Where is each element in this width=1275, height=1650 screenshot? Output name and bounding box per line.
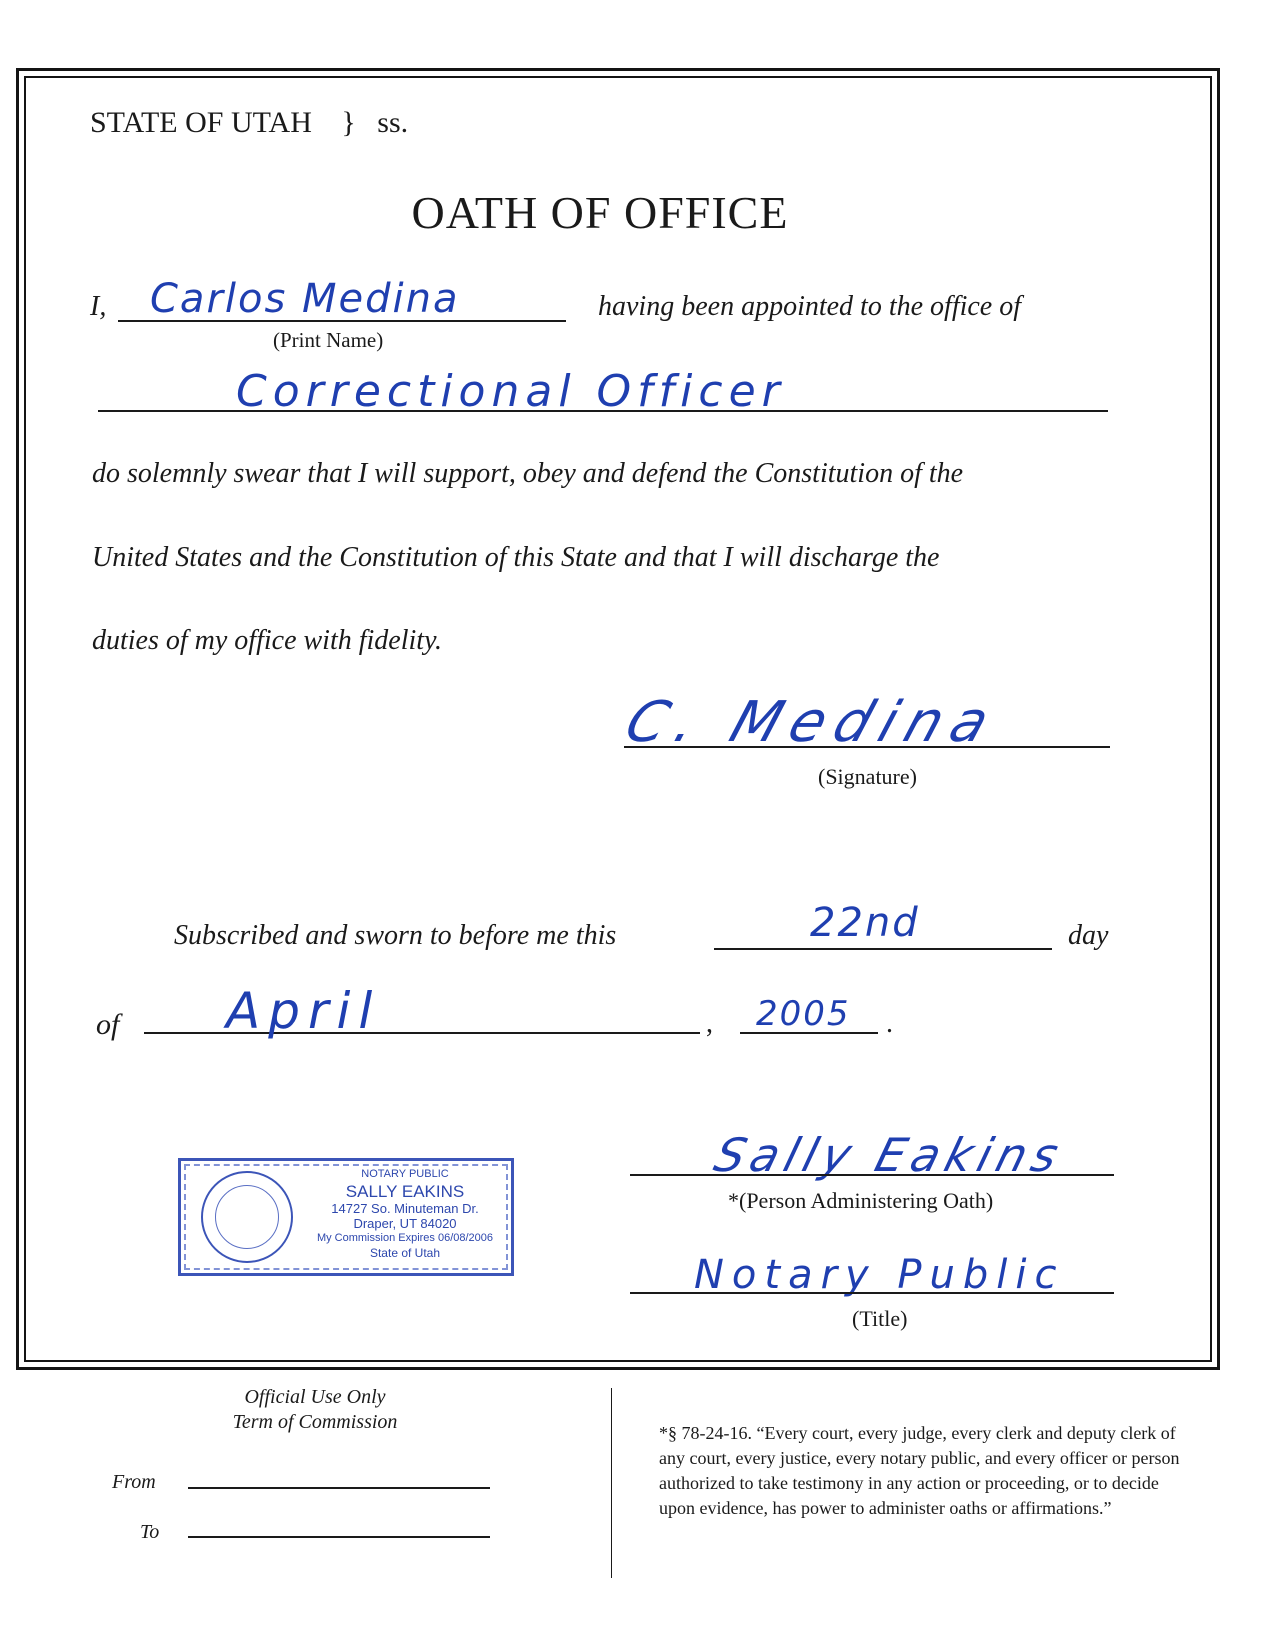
office-title: Correctional Officer bbox=[236, 366, 786, 417]
year-value: 2005 bbox=[756, 994, 851, 1034]
printed-name: Carlos Medina bbox=[150, 276, 460, 322]
stamp-line-1: NOTARY PUBLIC bbox=[361, 1168, 449, 1180]
oath-prefix: I, bbox=[90, 291, 107, 322]
from-label: From bbox=[112, 1471, 156, 1493]
signature-line bbox=[624, 746, 1110, 748]
appointed-text: having been appointed to the office of bbox=[598, 291, 1022, 322]
notary-stamp bbox=[178, 1158, 514, 1276]
of-label: of bbox=[96, 1008, 120, 1041]
stamp-text bbox=[303, 1167, 507, 1261]
brace: } bbox=[341, 106, 356, 139]
period: . bbox=[886, 1008, 893, 1039]
day-value: 22nd bbox=[810, 900, 920, 946]
statute-footnote: *§ 78-24-16. “Every court, every judge, every clerk and deputy clerk of any court, every justice, every notary public, and every officer or person authorized to take testimony in any action or proceeding, or to decide upon evidence, has power to administer oaths or affirmations.” bbox=[659, 1423, 1180, 1518]
administering-line bbox=[630, 1174, 1114, 1176]
oath-body-line-2: United States and the Constitution of this State and that I will discharge the bbox=[92, 542, 940, 573]
title-label: (Title) bbox=[852, 1306, 908, 1331]
seal-center bbox=[215, 1185, 279, 1249]
day-line bbox=[714, 948, 1052, 950]
state-header bbox=[90, 106, 408, 140]
stamp-line-4: Draper, UT 84020 bbox=[353, 1216, 457, 1231]
office-line bbox=[98, 410, 1108, 412]
notary-title: Notary Public bbox=[694, 1252, 1065, 1298]
official-use-label: Official Use Only bbox=[244, 1386, 386, 1408]
state-seal-icon bbox=[201, 1171, 293, 1263]
signature-label: (Signature) bbox=[818, 764, 917, 789]
notary-signature: Sally Eakins bbox=[708, 1128, 1070, 1182]
month-value: April bbox=[226, 982, 381, 1040]
officer-signature: C. Medina bbox=[617, 690, 1007, 755]
administering-label: *(Person Administering Oath) bbox=[728, 1188, 994, 1213]
state-name: STATE OF UTAH bbox=[90, 106, 312, 139]
stamp-line-5: My Commission Expires 06/08/2006 bbox=[316, 1232, 494, 1244]
to-line bbox=[188, 1536, 490, 1538]
section-divider bbox=[611, 1388, 612, 1578]
ss-label: ss. bbox=[377, 106, 409, 139]
stamp-line-6: State of Utah bbox=[369, 1246, 441, 1260]
term-label: Term of Commission bbox=[232, 1411, 398, 1433]
stamp-line-3: 14727 So. Minuteman Dr. bbox=[331, 1201, 479, 1216]
document-title: OATH OF OFFICE bbox=[411, 187, 789, 238]
title-line bbox=[630, 1292, 1114, 1294]
to-label: To bbox=[140, 1521, 160, 1543]
stamp-line-2: SALLY EAKINS bbox=[345, 1182, 465, 1201]
day-label: day bbox=[1068, 920, 1109, 951]
from-line bbox=[188, 1487, 490, 1489]
oath-body-line-1: do solemnly swear that I will support, obey and defend the Constitution of the bbox=[92, 458, 964, 489]
sworn-prefix: Subscribed and sworn to before me this bbox=[174, 920, 617, 951]
oath-body-line-3: duties of my office with fidelity. bbox=[92, 625, 442, 656]
comma: , bbox=[706, 1008, 713, 1039]
print-name-label: (Print Name) bbox=[273, 328, 384, 352]
